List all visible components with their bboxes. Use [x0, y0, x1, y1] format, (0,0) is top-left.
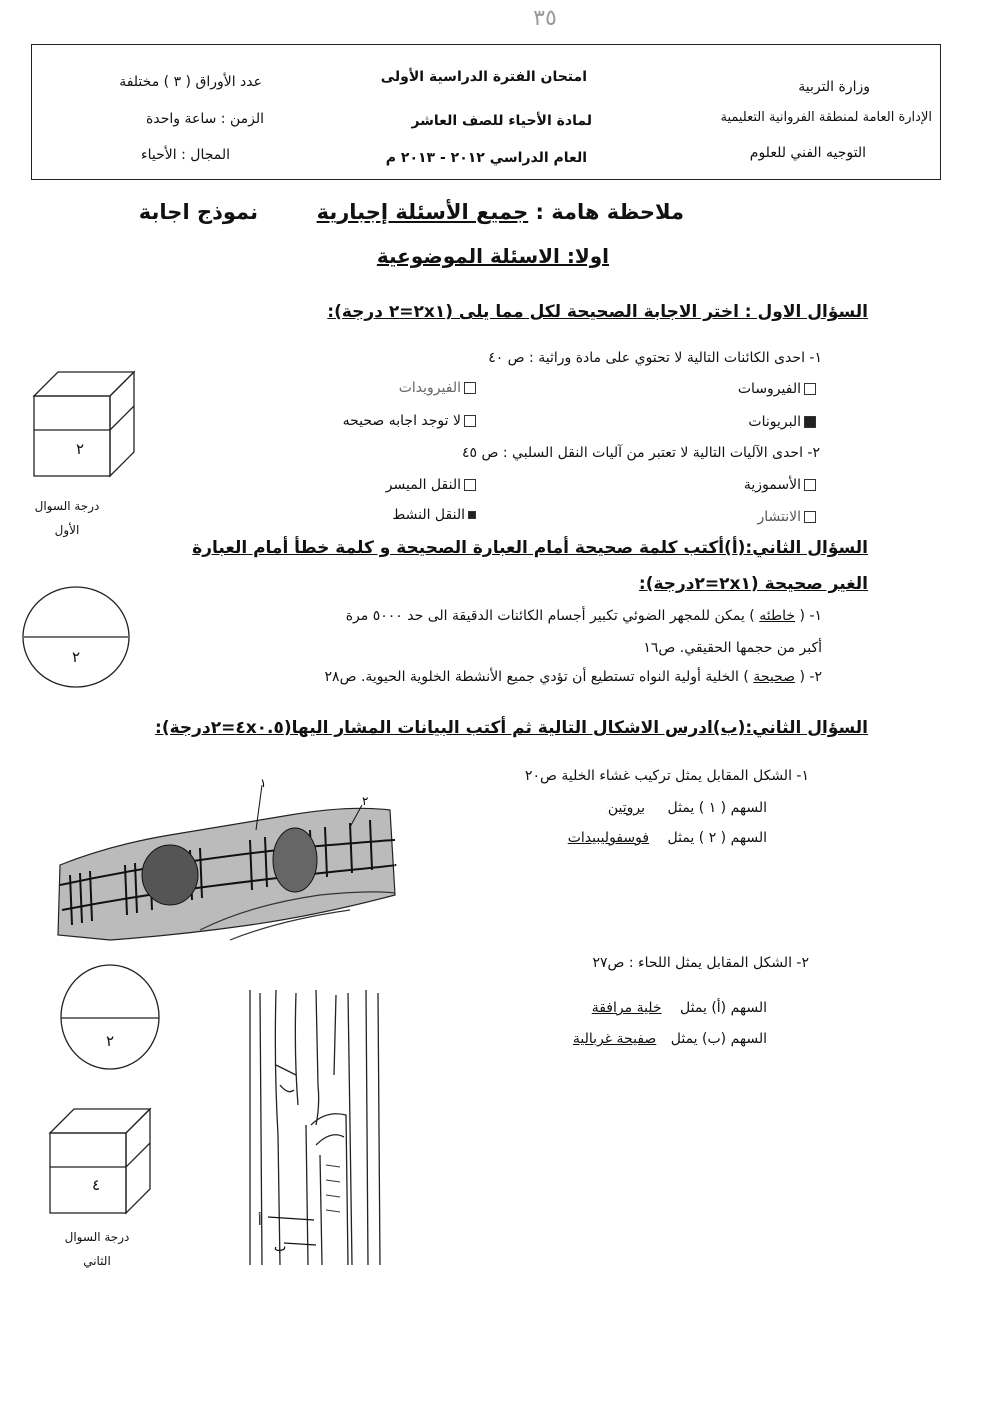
q2-score-value: ٤ — [91, 1176, 101, 1194]
item-number: ١- — [809, 608, 822, 624]
q1-item-2-option-3[interactable] — [757, 509, 816, 525]
q2b-fig1-row-2 — [568, 830, 767, 846]
q2b-fig2-text: ٢- الشكل المقابل يمثل اللحاء : ص٢٧ — [592, 955, 809, 971]
exam-title: امتحان الفترة الدراسية الأولى — [380, 69, 587, 85]
q1-item-1-option-1[interactable] — [738, 381, 816, 397]
item-number: ٢- — [809, 669, 822, 685]
q2a-score-value: ٢ — [71, 648, 81, 666]
phloem-arrow-b-label: ب — [274, 1240, 287, 1255]
statement-text: يمكن للمجهر الضوئي تكبير أجسام الكائنات الدقيقة الى حد ٥٠٠٠ مرة — [345, 608, 745, 624]
row-answer: صفيحة غربالية — [572, 1031, 657, 1047]
ministry-label: وزارة التربية — [798, 79, 870, 95]
q1-item-2-text: ٢- احدى الآليات التالية لا تعتبر من آليات النقل السلبي : ص ٤٥ — [461, 445, 820, 461]
row-answer: فوسفوليبيدات — [567, 830, 650, 846]
exam-field: المجال : الأحياء — [141, 147, 230, 163]
option-label: البريونات — [748, 414, 801, 430]
q1-item-1-text: ١- احدى الكائنات التالية لا تحتوي على مادة وراثية : ص ٤٠ — [488, 350, 822, 366]
pages-count: عدد الأوراق ( ٣ ) مختلفة — [119, 74, 262, 90]
q2a-item-1: ١- ( خاطئه ) يمكن للمجهر الضوئي تكبير أجسام الكائنات الدقيقة الى حد ٥٠٠٠ مرة — [345, 608, 822, 624]
q2a-item-1-line-2: أكبر من حجمها الحقيقي. ص١٦ — [643, 640, 822, 656]
answer-text: صحيحة — [753, 669, 796, 685]
statement-text: الخلية أولية النواه تستطيع أن تؤدي جميع الأنشطة الخلوية الحيوية. ص٢٨ — [324, 669, 739, 685]
answer-model-label: نموذج اجابة — [138, 200, 258, 224]
checkbox[interactable] — [804, 511, 816, 523]
q2b-fig1-row-1 — [608, 800, 767, 816]
q1-score-cube — [30, 368, 140, 480]
q2b-fig2-row-2 — [573, 1031, 767, 1047]
q2b-fig1-text: ١- الشكل المقابل يمثل تركيب غشاء الخلية ص٢٠ — [524, 768, 809, 784]
checkbox[interactable] — [464, 415, 476, 427]
section-title: اولا: الاسئلة الموضوعية — [376, 244, 609, 268]
note-label: ملاحظة هامة : — [535, 200, 684, 224]
option-label: النقل الميسر — [385, 477, 461, 493]
checkbox-selected[interactable] — [468, 511, 476, 519]
cell-membrane-figure — [50, 775, 400, 950]
checkbox[interactable] — [464, 479, 476, 491]
q1-item-2-option-4[interactable] — [392, 507, 476, 523]
q2a-item-2: ٢- ( صحيحة ) الخلية أولية النواه تستطيع أن تؤدي جميع الأنشطة الخلوية الحيوية. ص٢٨ — [324, 669, 822, 685]
q1-item-1-option-2[interactable] — [399, 380, 476, 396]
membrane-arrow-1-label: ١ — [260, 776, 267, 790]
q2b-fig2-row-1 — [592, 1000, 767, 1016]
row-answer: بروتين — [607, 800, 646, 816]
score-label-line-2: الثاني — [83, 1254, 111, 1268]
option-label: النقل النشط — [392, 507, 465, 523]
q1-item-2-option-2[interactable] — [386, 477, 476, 493]
option-label: لا توجد اجابه صحيحه — [342, 413, 461, 429]
question-1-title: السؤال الاول : اختر الاجابة الصحيحة لكل مما يلى (٢x١=٢ درجة): — [327, 302, 868, 322]
phloem-arrow-a-label: أ — [258, 1214, 262, 1229]
membrane-arrow-2-label: ٢ — [362, 794, 369, 808]
q1-score-value: ٢ — [75, 440, 85, 458]
q1-item-1-option-3[interactable] — [748, 414, 816, 430]
subject-title: لمادة الأحياء للصف العاشر — [411, 113, 592, 129]
directorate-label: الإدارة العامة لمنطقة الفروانية التعليمية — [720, 110, 932, 125]
q2b-score-circle — [58, 962, 162, 1072]
checkbox-selected[interactable] — [804, 416, 816, 428]
answer-text: خاطئه — [759, 608, 796, 624]
checkbox[interactable] — [804, 383, 816, 395]
question-2a-title-line-2: الغير صحيحة (٢x١=٢درجة): — [638, 574, 868, 594]
note-text: جميع الأسئلة إجبارية — [316, 200, 529, 224]
q1-item-1-option-4[interactable] — [343, 413, 476, 429]
score-label-line-1: درجة السوال — [64, 1230, 130, 1244]
q1-score-label — [12, 494, 122, 542]
important-note — [317, 200, 684, 224]
row-label: السهم ( ١ ) يمثل — [667, 800, 767, 816]
checkbox[interactable] — [464, 382, 476, 394]
q2-score-label — [42, 1225, 152, 1273]
q2a-score-circle — [20, 585, 132, 690]
question-2b-title: السؤال الثاني:(ب)ادرس الاشكال التالية ثم أكتب البيانات المشار اليها(٤x٠.٥=٢درجة): — [155, 718, 868, 738]
option-label: الأسموزية — [743, 477, 801, 493]
academic-year: العام الدراسي ٢٠١٢ - ٢٠١٣ م — [385, 150, 587, 166]
question-2a-title-line-1: السؤال الثاني:(أ)أكتب كلمة صحيحة أمام العبارة الصحيحة و كلمة خطأ أمام العبارة — [192, 538, 868, 558]
q2-score-cube — [46, 1105, 156, 1217]
supervision-label: التوجيه الفني للعلوم — [749, 145, 866, 161]
option-label: الانتشار — [757, 509, 801, 525]
option-label: الفيروسات — [737, 381, 801, 397]
score-label-line-2: الأول — [54, 523, 80, 537]
row-label: السهم (ب) يمثل — [670, 1031, 767, 1047]
exam-time: الزمن : ساعة واحدة — [146, 111, 264, 127]
q1-item-2-option-1[interactable] — [744, 477, 816, 493]
score-label-line-1: درجة السوال — [34, 499, 100, 513]
row-label: السهم (أ) يمثل — [680, 1000, 767, 1016]
phloem-figure — [236, 985, 386, 1270]
row-label: السهم ( ٢ ) يمثل — [667, 830, 767, 846]
q2b-score-value: ٢ — [105, 1032, 115, 1050]
page-number-mark: ٣٥ — [533, 6, 557, 31]
option-label: الفيرويدات — [398, 380, 461, 396]
row-answer: خلية مرافقة — [591, 1000, 662, 1016]
checkbox[interactable] — [804, 479, 816, 491]
